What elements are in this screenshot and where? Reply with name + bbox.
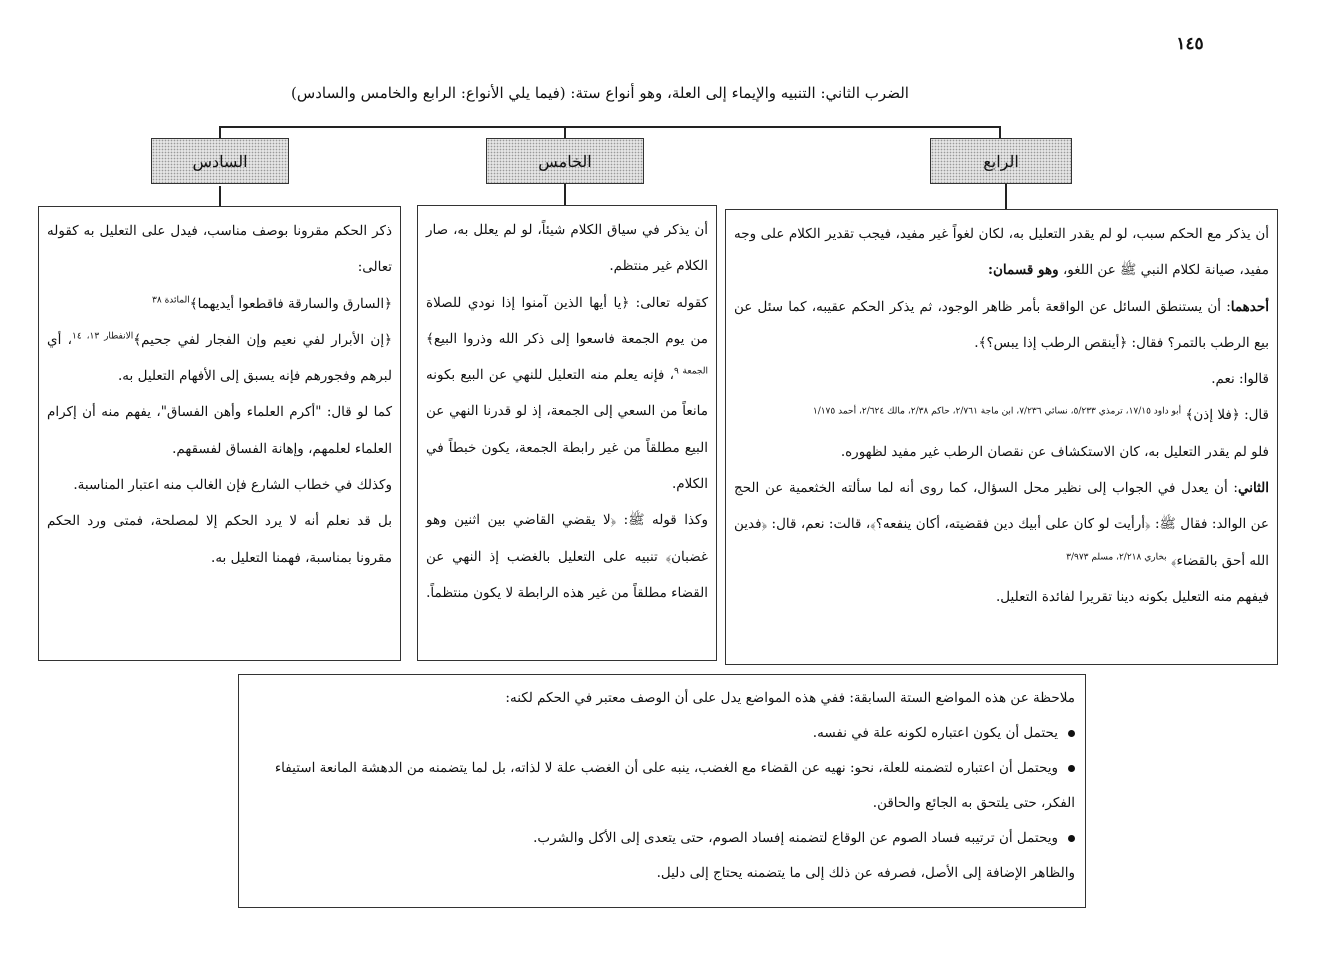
note-bullet-2-text: ويحتمل أن اعتباره لتضمنه للعلة، نحو: نهيه عن القضاء مع الغضب، ينبه على أن الغضب علة لا لذاته، بل لما يتضمنه من الدهشة المانعة استيفاء الفكر، حتى يلتحق به الجائع والحاقن.	[274, 760, 1075, 811]
bullet-icon	[1068, 730, 1075, 737]
fifth-text-2: كقوله تعالى: ﴿يا أيها الذين آمنوا إذا نودي للصلاة من يوم الجمعة فاسعوا إلى ذكر الله وذروا البيع﴾	[426, 294, 708, 347]
fourth-p4	[734, 397, 1269, 433]
column-fourth	[725, 209, 1278, 665]
sixth-p3	[47, 322, 392, 395]
sixth-reference-2: الانفطار ١٣، ١٤	[72, 331, 134, 342]
sixth-p4: كما لو قال: "أكرم العلماء وأهن الفساق"، يفهم منه أن إكرام العلماء لعلمهم، وإهانة الفساق لفسقهم.	[47, 404, 392, 457]
fifth-reference-1: الجمعة ٩	[673, 366, 708, 377]
sixth-p2	[47, 286, 392, 322]
fourth-two-types: وهو قسمان:	[988, 262, 1059, 279]
page-title: الضرب الثاني: التنبيه والإيماء إلى العلة، وهو أنواع ستة: (فيما يلي الأنواع: الرابع والخامس والسادس)	[291, 84, 909, 102]
fourth-text-6: : أن يعدل في الجواب إلى نظير محل السؤال، كما روى أنه لما سألته الخثعمية عن الحج عن الوالد: فقال ﷺ: ﴿أرأيت لو كان على أبيك دين فقضيته، أكان ينفعه؟﴾، قالت: نعم، قال: ﴿فدين الله أحق بالقضاء﴾	[734, 480, 1269, 569]
fifth-text-2b: ، فإنه يعلم منه التعليل للنهي عن البيع بكونه مانعاً من السعي إلى الجمعة، إذ لو قدرنا النهي عن البيع مطلقاً من غير رابطة الجمعة، يكون خبطاً في الكلام.	[426, 367, 708, 493]
note-bullet-3-text: ويحتمل أن ترتيبه فساد الصوم عن الوقاع لتضمنه إفساد الصوم، حتى يتعدى إلى الأكل والشرب.	[533, 830, 1058, 846]
fifth-p2	[426, 285, 708, 503]
bullet-icon	[1068, 765, 1075, 772]
heading-fifth: الخامس	[486, 138, 644, 184]
column-fifth	[417, 205, 717, 661]
fifth-p3: وكذا قوله ﷺ: ﴿لا يقضي القاضي بين اثنين وهو غضبان﴾ تنبيه على التعليل بالغضب إذ النهي عن القضاء مطلقاً من غير هذه الرابطة لا يكون منتظماً.	[426, 512, 708, 601]
connector-fifth	[564, 126, 566, 138]
page-number: ١٤٥	[1176, 34, 1204, 54]
fourth-text-2: : أن يستنطق السائل عن الواقعة بأمر ظاهر الوجود، ثم يذكر الحكم عقيبه، كما سئل عن بيع الرطب بالتمر؟ فقال: ﴿أينقص الرطب إذا يبس؟﴾.	[734, 298, 1269, 351]
fourth-text-1: أن يذكر مع الحكم سبب، لو لم يقدر التعليل به، لكان لغواً غير مفيد، فيجب تقدير الكلام على وجه مفيد، صيانة لكلام النبي ﷺ عن اللغو،	[734, 226, 1269, 279]
heading-sixth: السادس	[151, 138, 289, 184]
fourth-reference-1: أبو داود ١٧/١٥، ترمذي ٥/٢٣٣، نسائي ٧/٢٣٦، ابن ماجة ٢/٧٦١، حاكم ٢/٣٨، مالك ٢/٦٢٤، أحمد ١/١٧٥	[812, 406, 1182, 417]
sixth-text-2: ﴿السارق والسارقة فاقطعوا أيديهما﴾	[189, 295, 392, 312]
fifth-p1: أن يذكر في سياق الكلام شيئاً، لو لم يعلل به، صار الكلام غير منتظم.	[426, 222, 708, 275]
connector-sixth-down	[219, 186, 221, 206]
fourth-reference-2: بخاري ٢/٢١٨، مسلم ٣/٩٧٣	[1066, 552, 1167, 563]
fourth-text-4: قال: ﴿فلا إذن﴾	[1185, 407, 1269, 424]
fourth-first-label: أحدهما	[1230, 298, 1269, 315]
bullet-icon	[1068, 835, 1075, 842]
fourth-p5: فلو لم يقدر التعليل به، كان الاستكشاف عن نقصان الرطب غير مفيد لظهوره.	[840, 443, 1269, 460]
sixth-text-3b: ، أي لبرهم وفجورهم فإنه يسبق إلى الأفهام التعليل به.	[47, 331, 392, 385]
note-intro: ملاحظة عن هذه المواضع الستة السابقة: ففي هذه المواضع يدل على أن الوصف معتبر في الحكم لكنه:	[505, 690, 1075, 706]
note-bullet-3	[249, 821, 1075, 856]
sixth-reference-1: المائدة ٣٨	[152, 295, 190, 306]
sixth-p6: بل قد نعلم أنه لا يرد الحكم إلا لمصلحة، فمتى ورد الحكم مقرونا بمناسبة، فهمنا التعليل به.	[47, 513, 392, 566]
connector-top	[219, 126, 1000, 128]
note-box	[238, 674, 1086, 908]
note-conclusion: والظاهر الإضافة إلى الأصل، فصرفه عن ذلك إلى ما يتضمنه يحتاج إلى دليل.	[656, 865, 1075, 881]
fourth-p3: قالوا: نعم.	[1211, 371, 1269, 388]
sixth-text-3: ﴿إن الأبرار لفي نعيم وإن الفجار لفي جحيم﴾	[133, 331, 393, 348]
connector-fifth-down	[564, 183, 566, 205]
fourth-p6	[734, 470, 1269, 579]
fourth-p7: فيفهم منه التعليل بكونه دينا تقريرا لفائدة التعليل.	[996, 588, 1269, 605]
note-bullet-1	[249, 716, 1075, 751]
heading-fourth: الرابع	[930, 138, 1072, 184]
note-bullet-2	[249, 751, 1075, 821]
connector-fourth	[999, 126, 1001, 138]
fourth-second-label: الثاني	[1237, 480, 1269, 497]
fourth-p1	[734, 216, 1269, 289]
sixth-p1: ذكر الحكم مقرونا بوصف مناسب، فيدل على التعليل به كقوله تعالى:	[47, 223, 392, 276]
connector-sixth	[219, 126, 221, 138]
column-sixth	[38, 206, 401, 661]
note-bullet-1-text: يحتمل أن يكون اعتباره لكونه علة في نفسه.	[812, 725, 1058, 741]
sixth-p5: وكذلك في خطاب الشارع فإن الغالب منه اعتبار المناسبة.	[73, 477, 392, 494]
connector-fourth-down	[1005, 183, 1007, 209]
fourth-p2	[734, 289, 1269, 362]
